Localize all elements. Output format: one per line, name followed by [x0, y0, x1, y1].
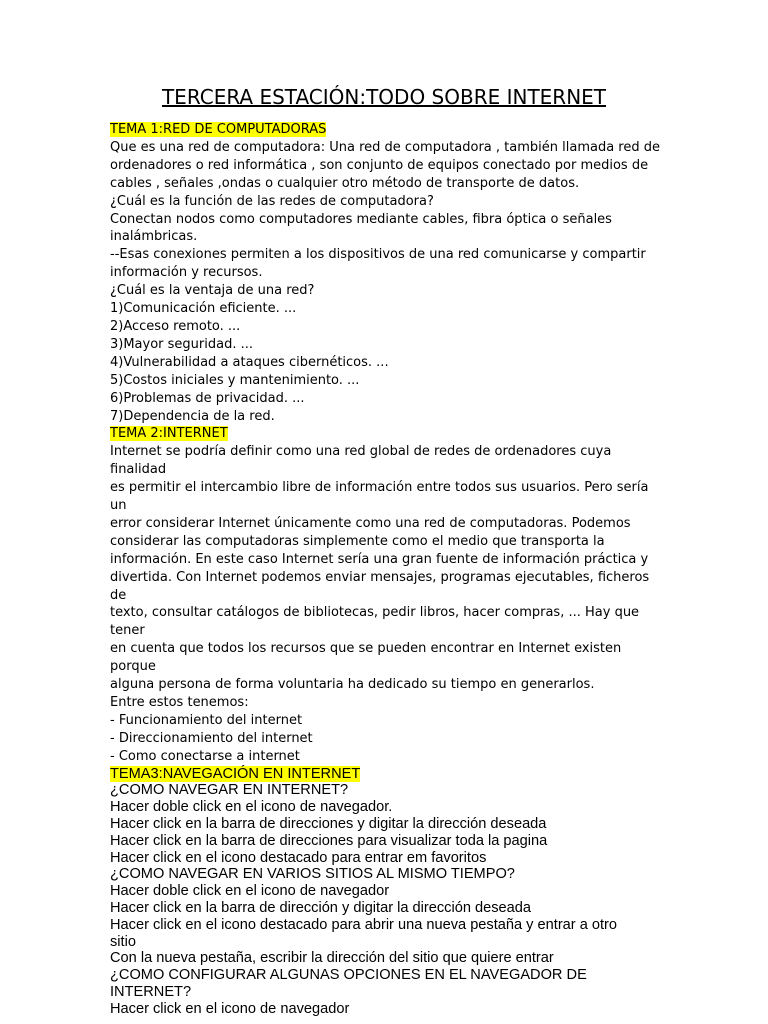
- tema1-heading: [110, 121, 660, 139]
- tema2-section: [110, 443, 660, 765]
- tema2-text-line: texto, consultar catálogos de bibliotecas, pedir libros, hacer compras, ... Hay que tener: [110, 605, 640, 639]
- tema3-text-line: Hacer click en el icono de navegador: [110, 1000, 350, 1017]
- tema2-text-line: Internet se podría definir como una red global de redes de ordenadores cuya finalidad: [110, 444, 612, 478]
- tema1-text-line: 6)Problemas de privacidad. ...: [110, 390, 305, 406]
- tema1-text-line: ¿Cuál es la función de las redes de computadora?: [110, 193, 434, 209]
- tema3-text-line: ¿COMO NAVEGAR EN VARIOS SITIOS AL MISMO TIEMPO?: [110, 866, 515, 883]
- tema2-text-line: información. En este caso Internet sería una gran fuente de información práctica y: [110, 551, 649, 567]
- tema3-text-line: Hacer click en la barra de direcciones para visualizar toda la pagina: [110, 832, 548, 849]
- tema1-text-line: ¿Cuál es la ventaja de una red?: [110, 283, 315, 299]
- tema3-heading-text: TEMA3:NAVEGACIÓN EN INTERNET: [110, 765, 361, 782]
- tema2-heading-text: TEMA 2:INTERNET: [110, 426, 228, 442]
- tema2-text-line: - Como conectarse a internet: [110, 748, 300, 764]
- tema1-text-line: cables , señales ,ondas o cualquier otro método de transporte de datos.: [110, 175, 580, 191]
- tema1-text-line: Que es una red de computadora: Una red de computadora , también llamada red de: [110, 139, 660, 155]
- tema3-section: [110, 782, 660, 1017]
- tema1-text-line: 5)Costos iniciales y mantenimiento. ...: [110, 372, 360, 388]
- tema3-text-line: sitio: [110, 933, 136, 950]
- tema2-text-line: considerar las computadoras simplemente como el medio que transporta la: [110, 533, 605, 549]
- tema3-text-line: INTERNET?: [110, 983, 192, 1000]
- tema2-text-line: divertida. Con Internet podemos enviar mensajes, programas ejecutables, ficheros de: [110, 569, 650, 603]
- tema3-text-line: Hacer click en la barra de dirección y digitar la dirección deseada: [110, 900, 532, 916]
- tema1-text-line: 3)Mayor seguridad. ...: [110, 336, 253, 352]
- tema1-text-line: 2)Acceso remoto. ...: [110, 318, 241, 334]
- tema2-text-line: en cuenta que todos los recursos que se pueden encontrar en Internet existen porque: [110, 641, 622, 675]
- tema1-heading-text: TEMA 1:RED DE COMPUTADORAS: [110, 122, 327, 137]
- tema3-text-line: Hacer click en la barra de direcciones y digitar la dirección deseada: [110, 816, 547, 833]
- tema2-text-line: - Direccionamiento del internet: [110, 730, 313, 746]
- document-body: [110, 121, 660, 1018]
- tema3-text-line: ¿COMO NAVEGAR EN INTERNET?: [110, 782, 349, 799]
- tema3-text-line: Hacer doble click en el icono de navegador: [110, 883, 390, 900]
- tema3-text-line: Hacer click en el icono destacado para abrir una nueva pestaña y entrar a otro: [110, 916, 618, 933]
- document-title: TERCERA ESTACIÓN:TODO SOBRE INTERNET: [161, 85, 607, 109]
- tema3-text-line: Hacer click en el icono destacado para entrar em favoritos: [110, 849, 487, 866]
- tema1-text-line: información y recursos.: [110, 265, 263, 281]
- tema2-text-line: es permitir el intercambio libre de información entre todos sus usuarios. Pero sería un: [110, 480, 649, 514]
- tema2-text-line: alguna persona de forma voluntaria ha dedicado su tiempo en generarlos.: [110, 677, 595, 693]
- tema1-section: [110, 139, 660, 426]
- tema1-text-line: ordenadores o red informática , son conjunto de equipos conectado por medios de: [110, 157, 649, 173]
- tema3-heading: [110, 766, 660, 783]
- tema1-text-line: inalámbricas.: [110, 229, 198, 245]
- tema2-text-line: error considerar Internet únicamente como una red de computadoras. Podemos: [110, 515, 631, 531]
- tema1-text-line: Conectan nodos como computadores mediante cables, fibra óptica o señales: [110, 211, 612, 227]
- tema3-text-line: Con la nueva pestaña, escribir la dirección del sitio que quiere entrar: [110, 950, 554, 967]
- tema2-text-line: Entre estos tenemos:: [110, 695, 249, 710]
- tema1-text-line: 1)Comunicación eficiente. ...: [110, 301, 297, 317]
- tema1-text-line: --Esas conexiones permiten a los dispositivos de una red comunicarse y compartir: [110, 247, 646, 263]
- tema3-text-line: ¿COMO CONFIGURAR ALGUNAS OPCIONES EN EL NAVEGADOR DE: [110, 967, 587, 984]
- tema3-text-line: Hacer doble click en el icono de navegador.: [110, 799, 393, 816]
- tema2-text-line: - Funcionamiento del internet: [110, 712, 303, 728]
- tema1-text-line: 7)Dependencia de la red.: [110, 408, 275, 424]
- tema1-text-line: 4)Vulnerabilidad a ataques cibernéticos. ...: [110, 354, 389, 370]
- tema2-heading: [110, 425, 660, 443]
